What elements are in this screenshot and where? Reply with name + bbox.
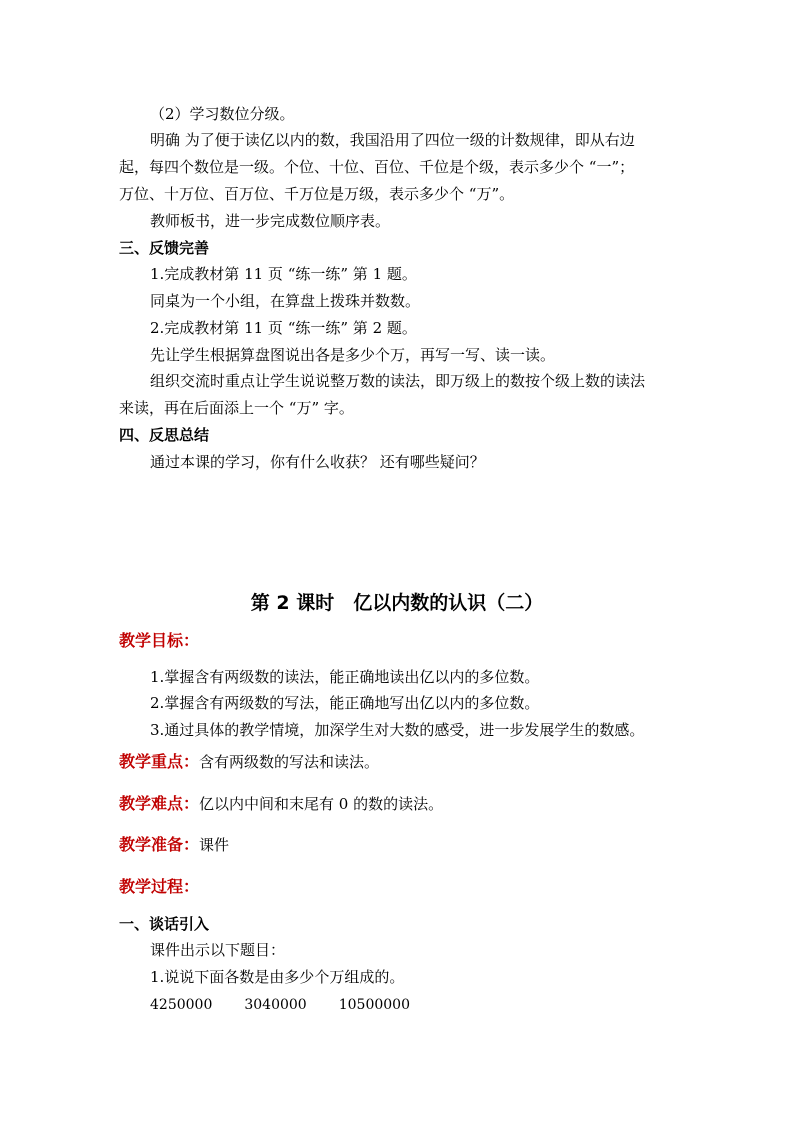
para-line: 来读，再在后面添上一个 “万” 字。 xyxy=(119,399,354,417)
preparation-row xyxy=(119,835,229,855)
para-line: 1.完成教材第 11 页 “练一练” 第 1 题。 xyxy=(150,265,417,283)
number-item: 10500000 xyxy=(338,997,410,1013)
section-heading: 四、反思总结 xyxy=(119,426,210,444)
key-point-label: 教学重点： xyxy=(119,752,200,771)
para-line: 万位、十万位、百万位、千万位是万级，表示多少个 “万”。 xyxy=(119,185,515,203)
difficulty-label: 教学难点： xyxy=(119,794,200,813)
lesson-title: 第 2 课时 亿以内数的认识（二） xyxy=(250,592,544,614)
para-line: 明确 为了便于读亿以内的数，我国沿用了四位一级的计数规律，即从右边 xyxy=(150,131,635,149)
para-line: 起，每四个数位是一级。个位、十位、百位、千位是个级，表示多少个 “一”； xyxy=(119,158,635,176)
goals-label: 教学目标： xyxy=(119,631,200,650)
para-line: 1.说说下面各数是由多少个万组成的。 xyxy=(150,968,405,986)
para-line: 2.完成教材第 11 页 “练一练” 第 2 题。 xyxy=(150,319,417,337)
goal-item: 3.通过具体的教学情境，加深学生对大数的感受，进一步发展学生的数感。 xyxy=(150,721,645,739)
number-item: 4250000 xyxy=(150,997,213,1013)
para-line: 课件出示以下题目： xyxy=(150,941,286,959)
number-item: 3040000 xyxy=(244,997,307,1013)
para-line: （2）学习数位分级。 xyxy=(150,105,295,123)
para-line: 教师板书，进一步完成数位顺序表。 xyxy=(150,212,391,230)
para-line: 先让学生根据算盘图说出各是多少个万，再写一写、读一读。 xyxy=(150,346,556,364)
key-point-row xyxy=(119,752,379,772)
difficulty-text: 亿以内中间和末尾有 0 的数的读法。 xyxy=(199,795,444,813)
goal-item: 2.掌握含有两级数的写法，能正确地写出亿以内的多位数。 xyxy=(150,694,540,712)
section-heading: 一、谈话引入 xyxy=(119,915,210,933)
preparation-text: 课件 xyxy=(199,836,230,854)
number-list xyxy=(150,994,442,1015)
key-point-text: 含有两级数的写法和读法。 xyxy=(199,753,380,771)
para-line: 同桌为一个小组，在算盘上拨珠并数数。 xyxy=(150,292,421,310)
para-line: 组织交流时重点让学生说说整万数的读法，即万级上的数按个级上数的读法 xyxy=(150,372,646,390)
process-label: 教学过程： xyxy=(119,877,200,896)
section-heading: 三、反馈完善 xyxy=(119,239,210,257)
goal-item: 1.掌握含有两级数的读法，能正确地读出亿以内的多位数。 xyxy=(150,668,540,686)
preparation-label: 教学准备： xyxy=(119,835,200,854)
difficulty-row xyxy=(119,794,443,814)
para-line: 通过本课的学习，你有什么收获？ 还有哪些疑问？ xyxy=(150,453,485,471)
